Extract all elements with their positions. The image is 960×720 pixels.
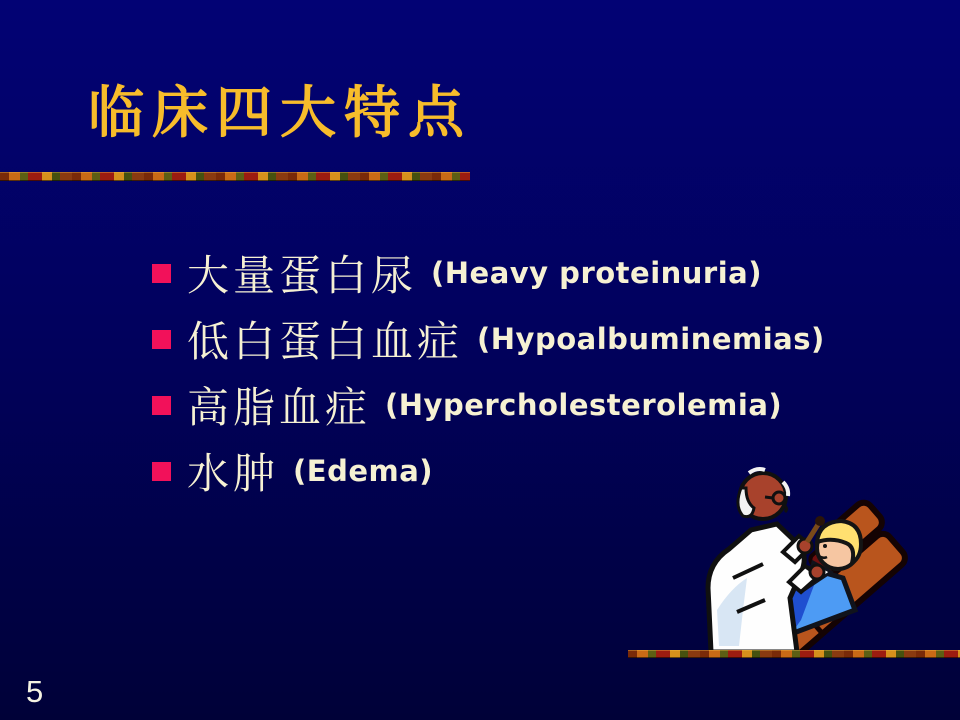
bottom-decoration-strip xyxy=(628,650,960,658)
bullet-text-zh: 水肿 xyxy=(187,452,280,498)
slide-title: 临床四大特点 xyxy=(88,83,472,145)
bullet-square-icon xyxy=(152,396,171,415)
bullet-text-en: (Edema) xyxy=(293,454,434,488)
bullet-text-zh: 低白蛋白血症 xyxy=(187,320,464,366)
bullet-text-en: (Hypoalbuminemias) xyxy=(477,322,825,356)
bullet-item xyxy=(152,306,825,372)
bullet-text-zh: 高脂血症 xyxy=(187,386,372,432)
bullet-item xyxy=(152,372,825,438)
bullet-square-icon xyxy=(152,264,171,283)
bullet-text-zh: 大量蛋白尿 xyxy=(187,254,418,300)
bullet-text-en: (Heavy proteinuria) xyxy=(431,256,762,290)
bullet-square-icon xyxy=(152,330,171,349)
bullet-text-en: (Hypercholesterolemia) xyxy=(385,388,783,422)
page-number: 5 xyxy=(26,674,44,709)
doctor-examining-patient-clipart xyxy=(703,460,935,652)
title-underline-decoration xyxy=(0,172,470,181)
bullet-item xyxy=(152,240,825,306)
bullet-square-icon xyxy=(152,462,171,481)
